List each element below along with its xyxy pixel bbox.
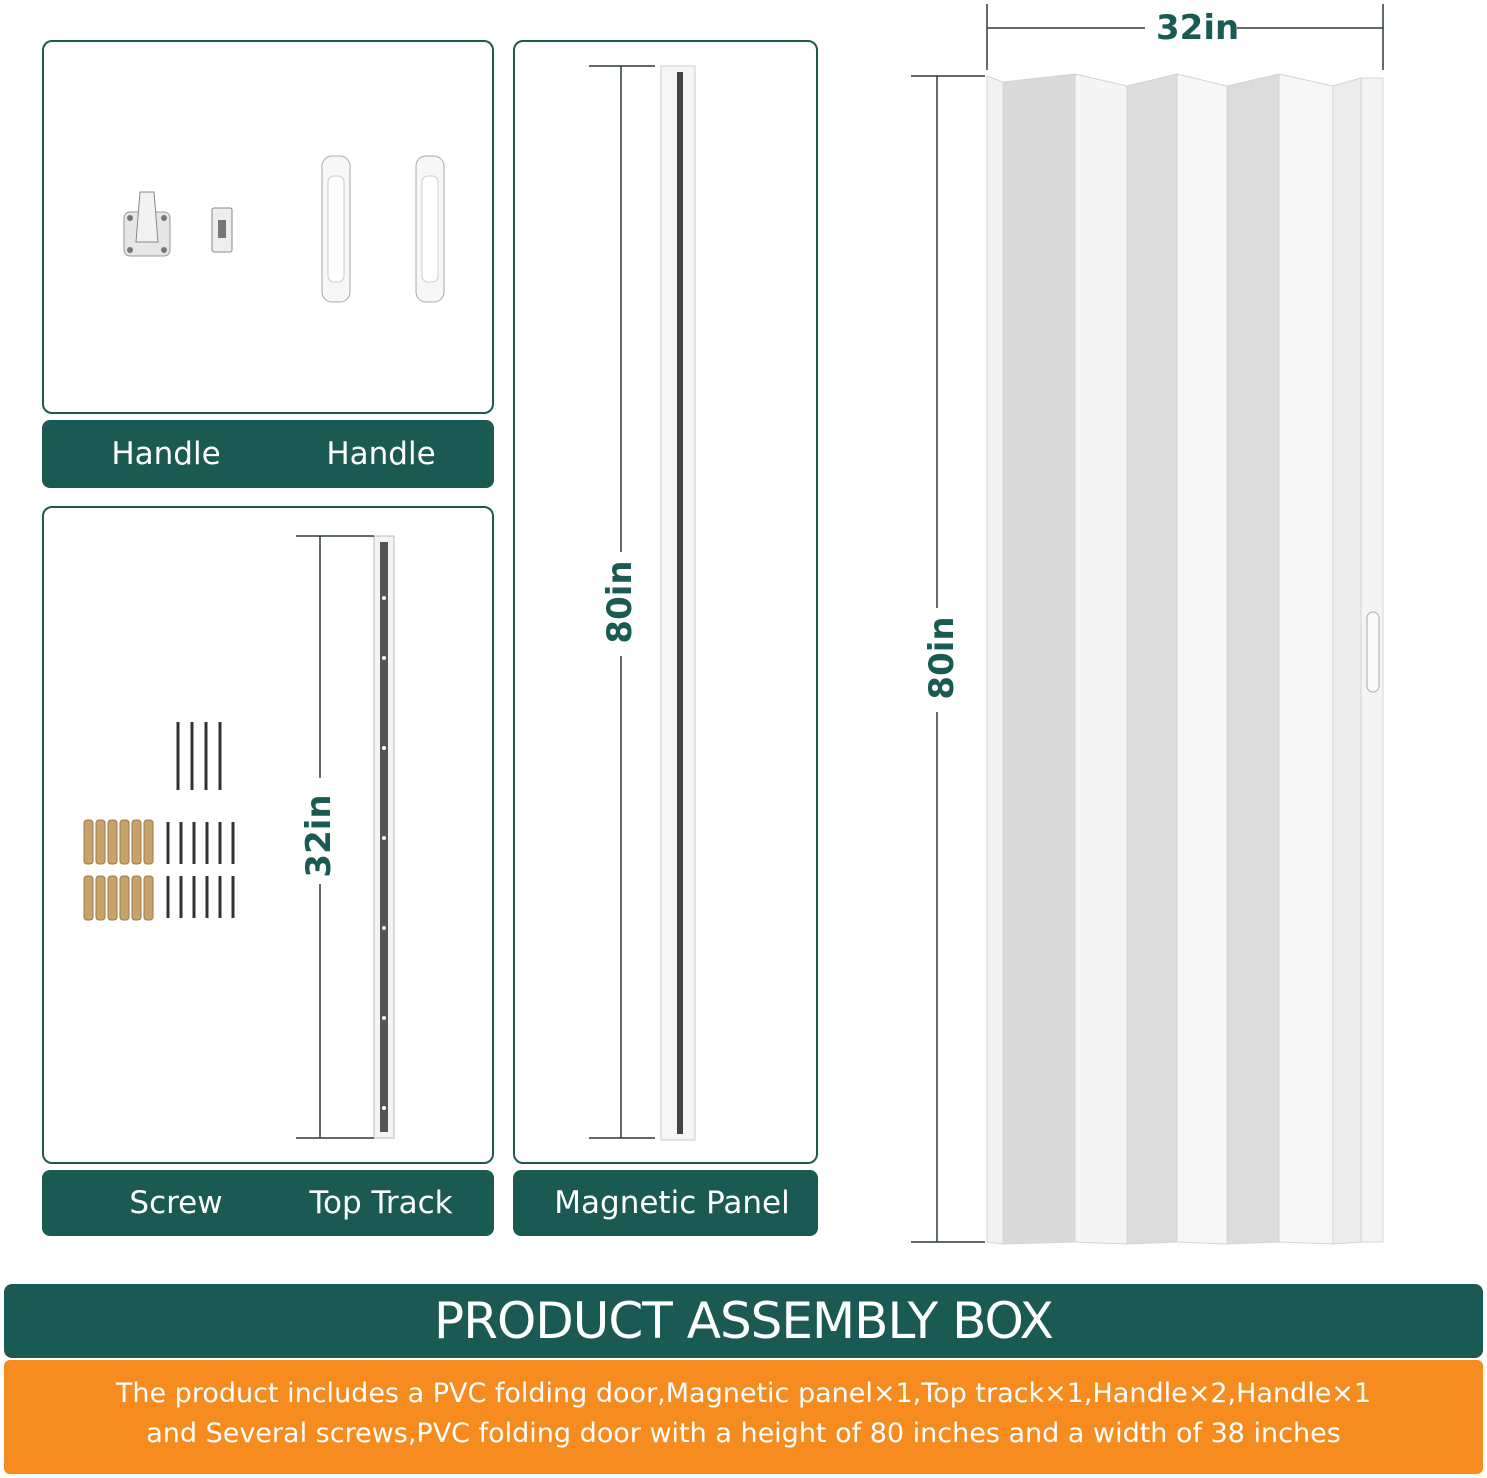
magnetic-panel-image-box xyxy=(513,40,818,1164)
magnetic-panel-label: Magnetic Panel xyxy=(554,1185,790,1221)
handle-label: Handle xyxy=(111,436,221,472)
pull-handle-icon xyxy=(322,156,350,302)
screws-track-label-bar xyxy=(42,1170,494,1236)
door-panels xyxy=(987,74,1383,1244)
screw-label: Screw xyxy=(129,1185,223,1221)
handle-parts-illustration xyxy=(44,42,492,412)
description-line-1: The product includes a PVC folding door,Magnetic panel×1,Top track×1,Handle×2,Handle×1 xyxy=(115,1378,1372,1409)
handles-image-box xyxy=(42,40,494,414)
latch-icon xyxy=(124,192,170,256)
product-description xyxy=(4,1360,1483,1474)
pull-handle-icon xyxy=(416,156,444,302)
top-track-label: Top Track xyxy=(309,1185,453,1221)
magnetic-panel-illustration xyxy=(515,42,816,1162)
magnetic-panel-label-bar xyxy=(513,1170,818,1236)
description-line-2: and Several screws,PVC folding door with a height of 80 inches and a width of 38 inches xyxy=(146,1418,1341,1449)
wall-anchors-icon xyxy=(84,820,153,920)
assembly-box-banner: PRODUCT ASSEMBLY BOX xyxy=(4,1284,1483,1358)
short-screws-icon xyxy=(168,822,233,918)
screws-and-track-illustration xyxy=(44,508,492,1162)
door-width-label: 32in xyxy=(1156,8,1240,48)
magnetic-panel-length-label: 80in xyxy=(600,560,640,644)
long-screws-icon xyxy=(178,722,220,790)
handle-label: Handle xyxy=(326,436,436,472)
folding-door-illustration xyxy=(905,0,1385,1260)
door-height-label: 80in xyxy=(922,616,962,700)
strike-plate-icon xyxy=(212,208,232,252)
door-handle-icon xyxy=(1367,612,1379,692)
screws-track-image-box xyxy=(42,506,494,1164)
handles-label-bar xyxy=(42,420,494,488)
top-track-length-label: 32in xyxy=(299,794,339,878)
top-track-icon xyxy=(374,536,394,1138)
